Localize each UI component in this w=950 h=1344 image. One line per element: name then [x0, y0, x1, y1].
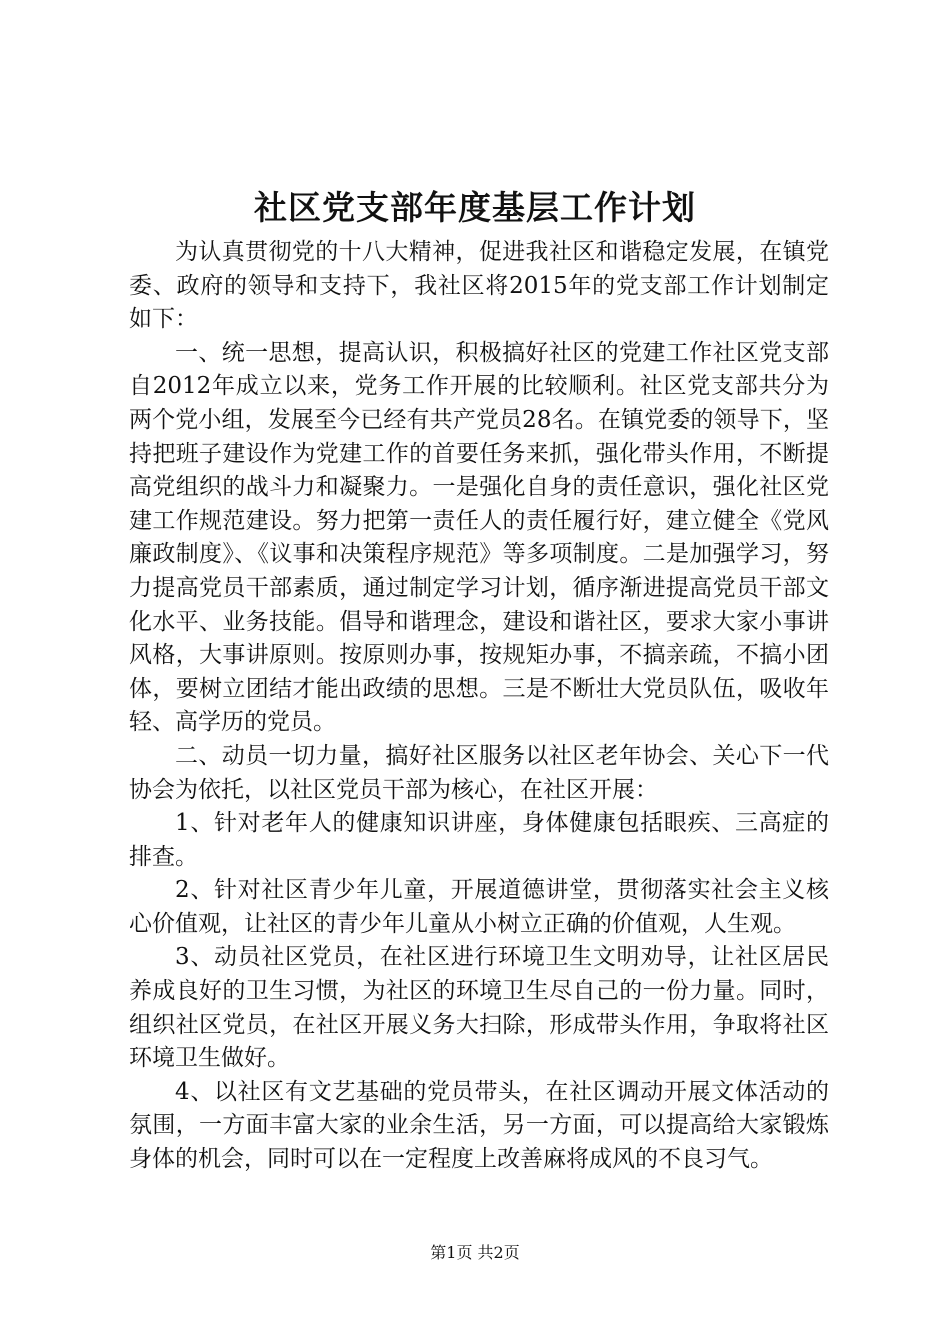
paragraph-item-4: 4、以社区有文艺基础的党员带头，在社区调动开展文体活动的氛围，一方面丰富大家的业余生活，另一方面，可以提高给大家锻炼身体的机会，同时可以在一定程度上改善麻将成风的不良习气。	[129, 1078, 829, 1173]
paragraph-section-1: 一、统一思想，提高认识，积极搞好社区的党建工作社区党支部自2012年成立以来，党务工作开展的比较顺利。社区党支部共分为两个党小组，发展至今已经有共产党员28名。在镇党委的领导下，坚持把班子建设作为党建工作的首要任务来抓，强化带头作用，不断提高党组织的战斗力和凝聚力。一是强化自身的责任意识，强化社区党建工作规范建设。努力把第一责任人的责任履行好，建立健全《党风廉政制度》、《议事和决策程序规范》等多项制度。二是加强学习，努力提高党员干部素质，通过制定学习计划，循序渐进提高党员干部文化水平、业务技能。倡导和谐理念，建设和谐社区，要求大家小事讲风格，大事讲原则。按原则办事，按规矩办事，不搞亲疏，不搞小团体，要树立团结才能出政绩的思想。三是不断壮大党员队伍，吸收年轻、高学历的党员。	[129, 339, 829, 736]
paragraph-item-1: 1、针对老年人的健康知识讲座，身体健康包括眼疾、三高症的排查。	[129, 810, 829, 870]
document-body	[129, 236, 829, 1177]
paragraph-item-3: 3、动员社区党员，在社区进行环境卫生文明劝导，让社区居民养成良好的卫生习惯，为社区的环境卫生尽自己的一份力量。同时，组织社区党员，在社区开展义务大扫除，形成带头作用，争取将社区环境卫生做好。	[129, 944, 829, 1072]
paragraph-intro: 为认真贯彻党的十八大精神，促进我社区和谐稳定发展，在镇党委、政府的领导和支持下，我社区将2015年的党支部工作计划制定如下：	[129, 239, 829, 333]
paragraph-section-2: 二、动员一切力量，搞好社区服务以社区老年协会、关心下一代协会为依托，以社区党员干部为核心，在社区开展：	[129, 742, 829, 803]
document-title: 社区党支部年度基层工作计划	[254, 188, 696, 227]
page-number-footer: 第1页 共2页	[430, 1243, 520, 1262]
paragraph-item-2: 2、针对社区青少年儿童，开展道德讲堂，贯彻落实社会主义核心价值观，让社区的青少年儿童从小树立正确的价值观，人生观。	[129, 877, 829, 937]
